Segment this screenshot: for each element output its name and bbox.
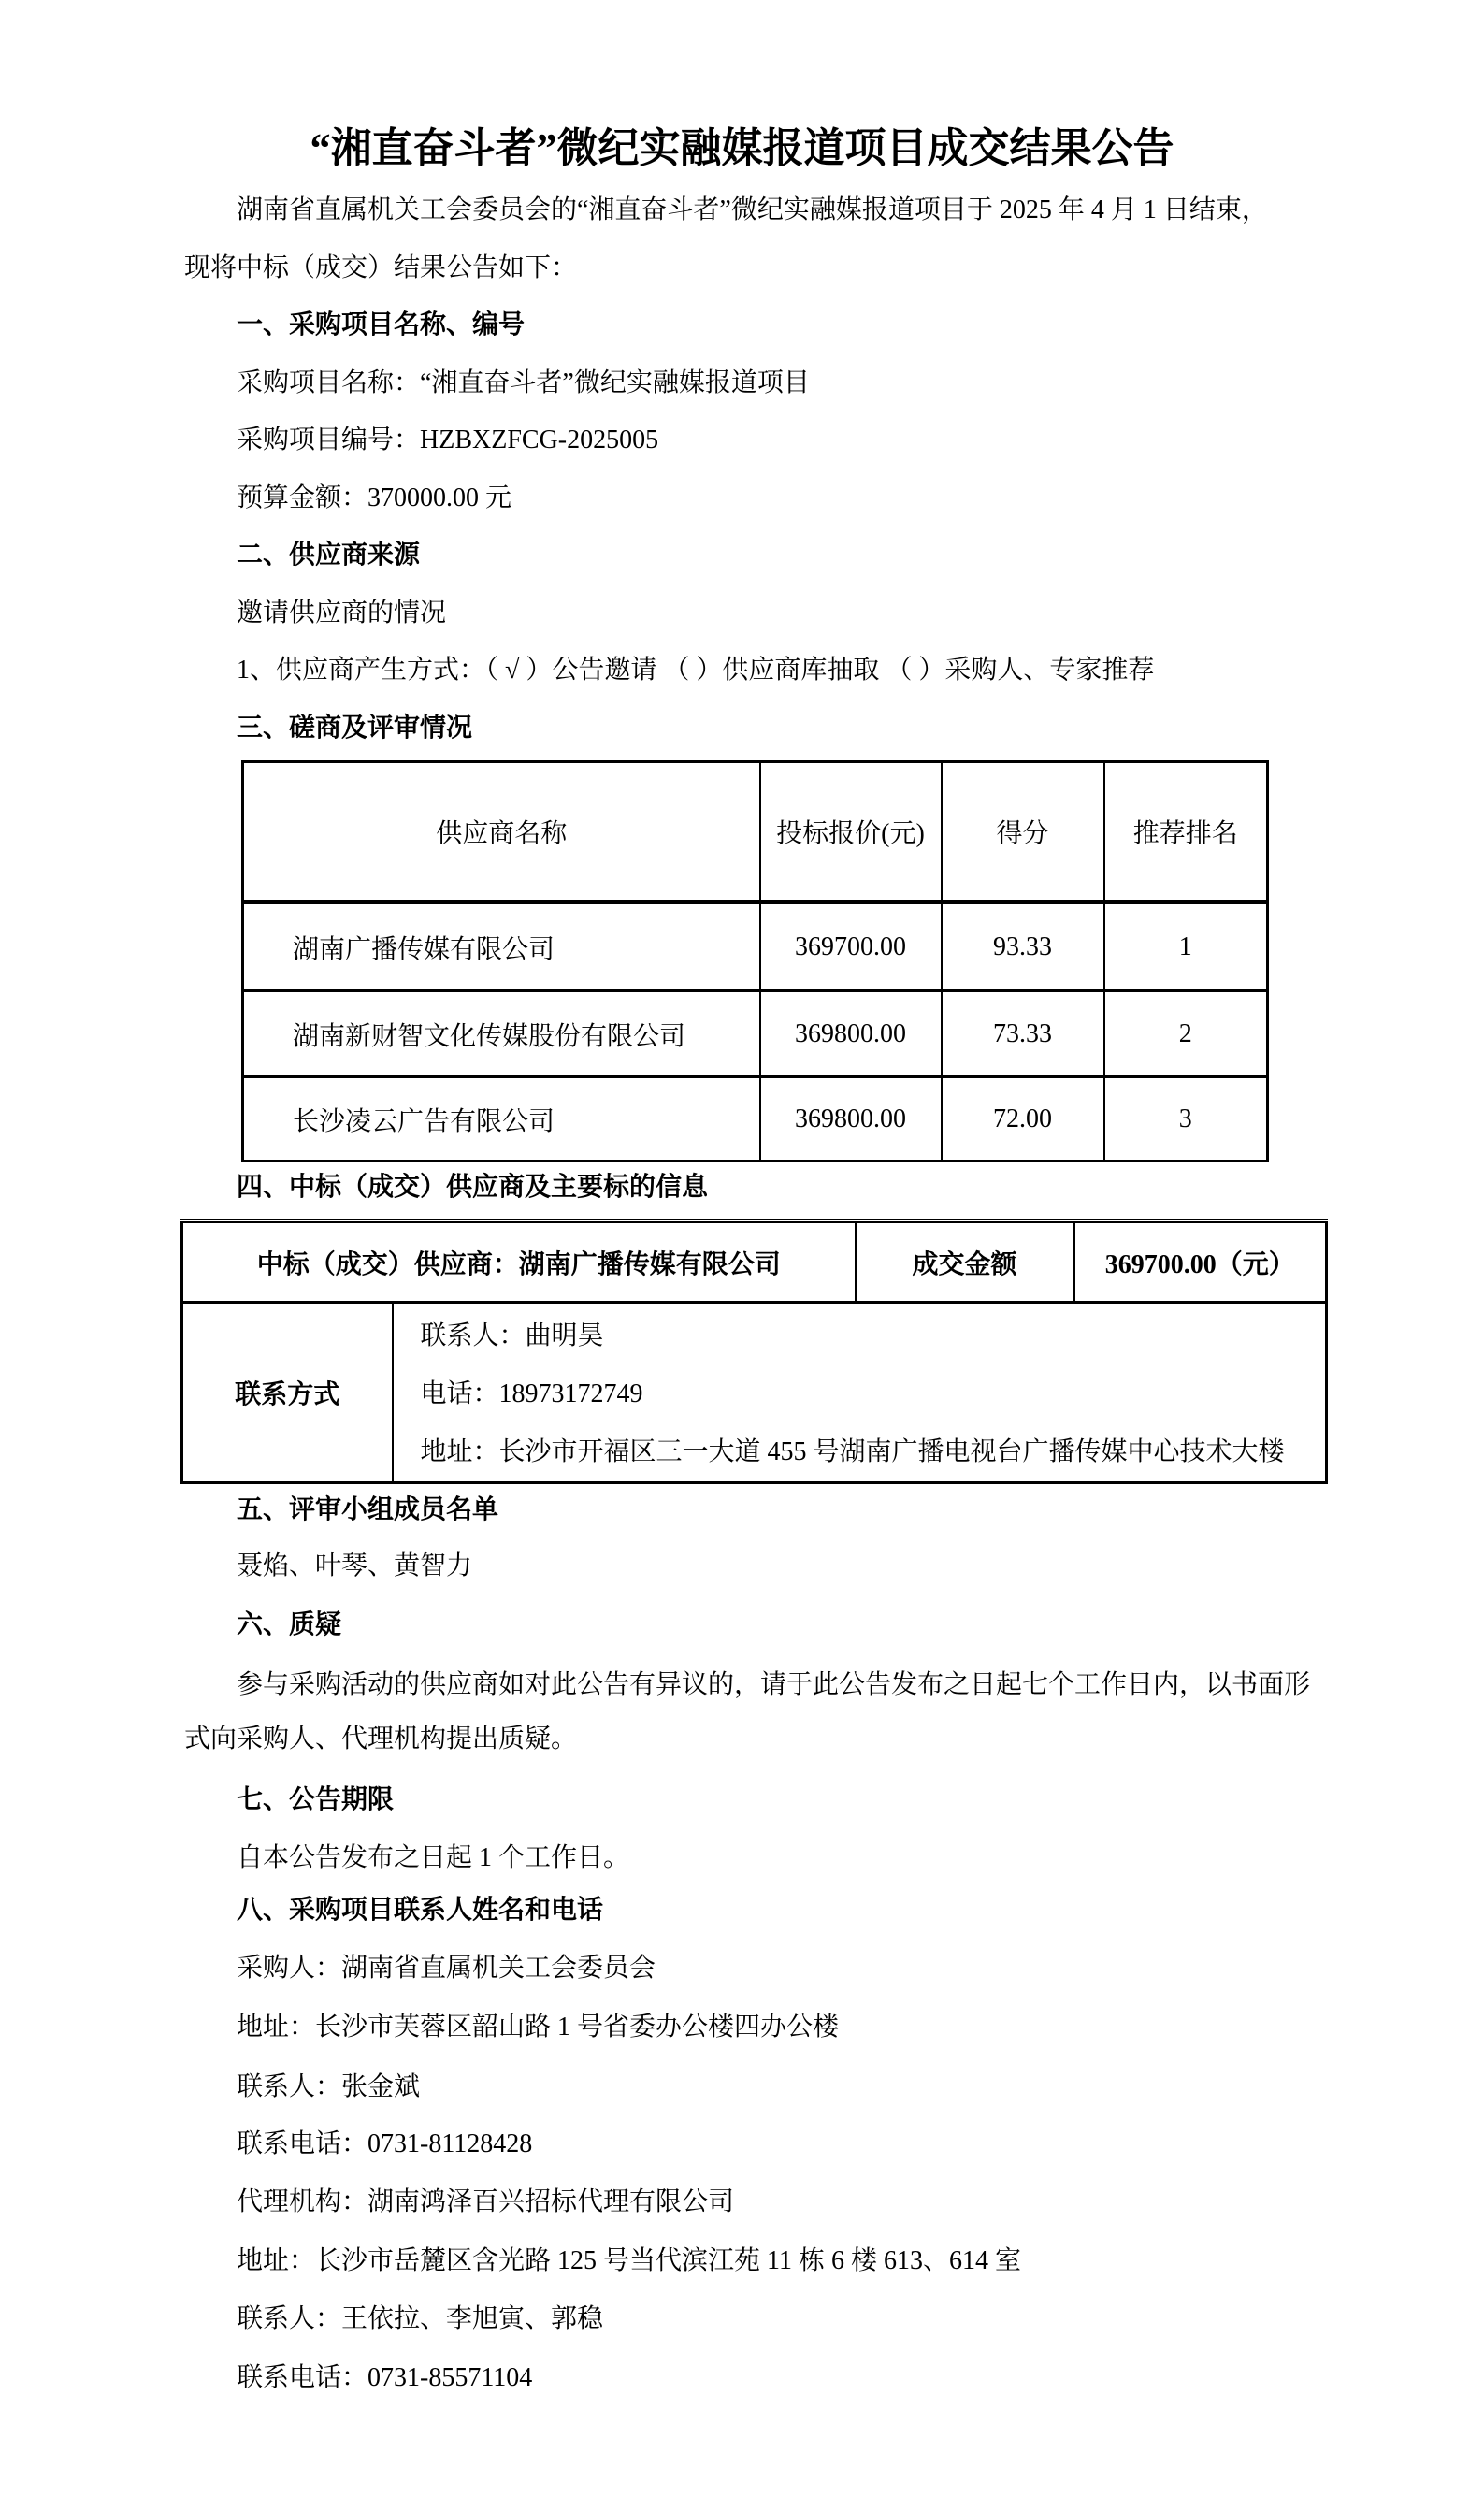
contact-address: 地址：长沙市开福区三一大道 455 号湖南广播电视台广播传媒中心技术大楼 [420, 1437, 1285, 1466]
purchaser-phone: 联系电话：0731-81128428 [237, 2129, 533, 2158]
supplier-method-line: 1、供应商产生方式：（ √ ）公告邀请 （ ）供应商库抽取 （ ）采购人、专家推荐 [237, 656, 1155, 685]
heading-section-4: 四、中标（成交）供应商及主要标的信息 [237, 1173, 709, 1202]
purchaser-contact: 联系人：张金斌 [237, 2072, 421, 2101]
bid-price: 369700.00 [760, 902, 942, 991]
bid-table-row [243, 902, 1268, 991]
agency-contact: 联系人：王依拉、李旭寅、郭稳 [237, 2304, 604, 2333]
supplier-invite-info: 邀请供应商的情况 [237, 599, 447, 628]
bid-supplier-name: 湖南新财智文化传媒股份有限公司 [243, 991, 760, 1077]
intro-line-2: 现将中标（成交）结果公告如下： [184, 253, 578, 282]
objection-line-2: 式向采购人、代理机构提出质疑。 [184, 1725, 578, 1753]
heading-section-1: 一、采购项目名称、编号 [237, 310, 526, 339]
award-amount-value: 369700.00（元） [1074, 1221, 1327, 1303]
heading-section-3: 三、磋商及评审情况 [237, 714, 473, 743]
review-panel-members: 聂焰、叶琴、黄智力 [237, 1551, 473, 1580]
bid-supplier-name: 湖南广播传媒有限公司 [243, 902, 760, 991]
bid-price: 369800.00 [760, 991, 942, 1077]
award-amount-label: 成交金额 [856, 1221, 1074, 1303]
objection-line-1: 参与采购活动的供应商如对此公告有异议的，请于此公告发布之日起七个工作日内，以书面形 [237, 1670, 1311, 1699]
bid-table-row [243, 991, 1268, 1077]
bid-table-header-supplier: 供应商名称 [243, 762, 760, 902]
agency-phone: 联系电话：0731-85571104 [237, 2363, 533, 2392]
document-title: “湘直奋斗者”微纪实融媒报道项目成交结果公告 [310, 125, 1174, 171]
award-winner: 中标（成交）供应商：湖南广播传媒有限公司 [182, 1221, 856, 1303]
contact-person: 联系人：曲明昊 [420, 1321, 604, 1350]
award-table [180, 1219, 1328, 1484]
bid-rank: 3 [1104, 1077, 1268, 1162]
bid-table [241, 760, 1269, 1162]
bid-table-header-score: 得分 [942, 762, 1104, 902]
heading-section-2: 二、供应商来源 [237, 541, 421, 570]
heading-section-6: 六、质疑 [237, 1610, 342, 1639]
contact-label: 联系方式 [182, 1303, 393, 1483]
bid-score: 93.33 [942, 902, 1104, 991]
field-budget: 预算金额：370000.00 元 [237, 483, 512, 512]
bid-price: 369800.00 [760, 1077, 942, 1162]
announcement-period: 自本公告发布之日起 1 个工作日。 [237, 1843, 630, 1872]
purchaser-name: 采购人：湖南省直属机关工会委员会 [237, 1954, 656, 1983]
field-project-number: 采购项目编号：HZBXZFCG-2025005 [237, 426, 659, 455]
agency-name: 代理机构：湖南鸿泽百兴招标代理有限公司 [237, 2187, 735, 2216]
purchaser-address: 地址：长沙市芙蓉区韶山路 1 号省委办公楼四办公楼 [237, 2013, 840, 2042]
heading-section-5: 五、评审小组成员名单 [237, 1495, 499, 1524]
bid-rank: 2 [1104, 991, 1268, 1077]
bid-supplier-name: 长沙凌云广告有限公司 [243, 1077, 760, 1162]
bid-table-header-rank: 推荐排名 [1104, 762, 1268, 902]
contact-details [393, 1303, 1327, 1483]
contact-phone: 电话：18973172749 [420, 1379, 643, 1408]
bid-score: 72.00 [942, 1077, 1104, 1162]
field-project-name: 采购项目名称：“湘直奋斗者”微纪实融媒报道项目 [237, 368, 810, 397]
bid-table-header-price: 投标报价(元) [760, 762, 942, 902]
heading-section-8: 八、采购项目联系人姓名和电话 [237, 1896, 604, 1925]
bid-rank: 1 [1104, 902, 1268, 991]
agency-address: 地址：长沙市岳麓区含光路 125 号当代滨江苑 11 栋 6 楼 613、614 室 [237, 2246, 1021, 2275]
heading-section-7: 七、公告期限 [237, 1785, 395, 1814]
intro-line-1: 湖南省直属机关工会委员会的“湘直奋斗者”微纪实融媒报道项目于 2025 年 4 月 1 日结束， [237, 195, 1268, 224]
bid-table-row [243, 1077, 1268, 1162]
bid-score: 73.33 [942, 991, 1104, 1077]
